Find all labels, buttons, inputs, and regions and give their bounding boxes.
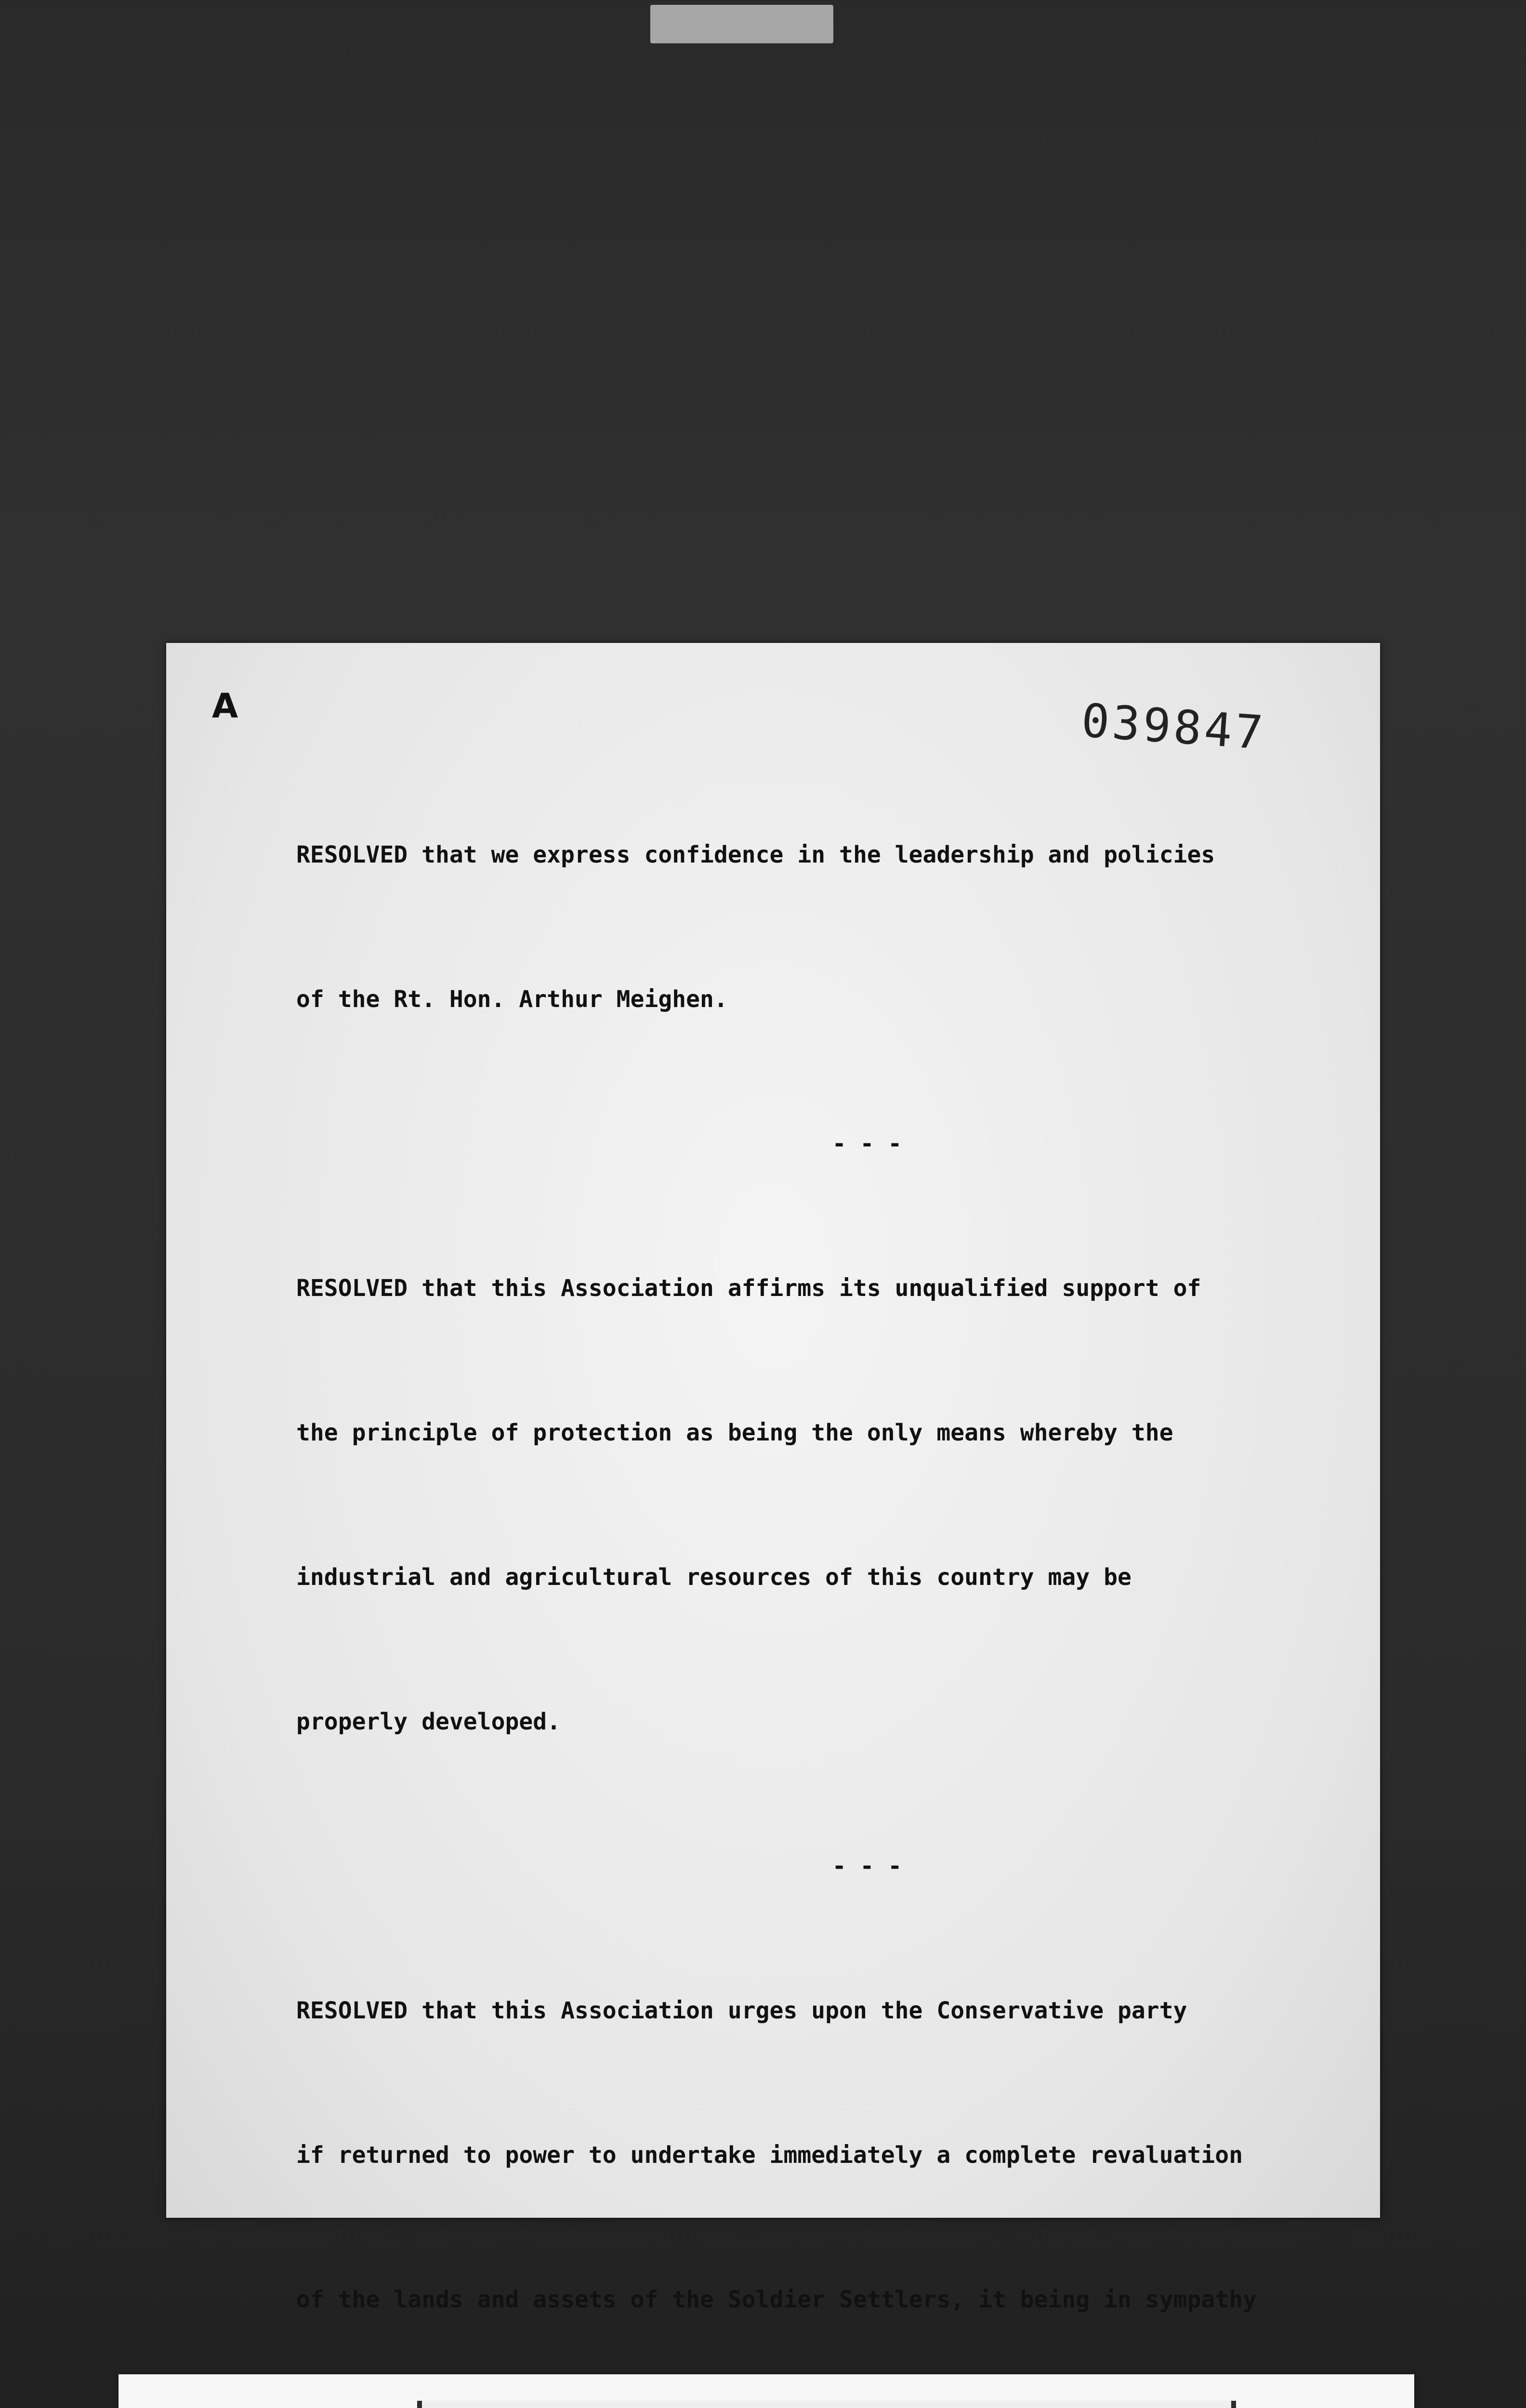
- text-line: if returned to power to undertake immediately a complete revaluation: [296, 2142, 1243, 2169]
- text-line: industrial and agricultural resources of this country may be: [296, 1564, 1131, 1591]
- document-number: 039847: [1079, 693, 1268, 760]
- series-label: [417, 2401, 1236, 2408]
- resolution-2: [296, 1168, 1375, 1842]
- top-clip: [650, 5, 833, 43]
- document-page: [166, 643, 1380, 2313]
- document-body: [296, 734, 1375, 2408]
- archives-card: [118, 2374, 1414, 2408]
- resolution-1: [296, 734, 1375, 1120]
- text-line: the principle of protection as being the only means whereby the: [296, 1419, 1173, 1446]
- text-line: RESOLVED that we express confidence in the leadership and policies: [296, 841, 1215, 868]
- text-line: RESOLVED that this Association urges upon the Conservative party: [296, 1997, 1187, 2024]
- text-line: of the Rt. Hon. Arthur Meighen.: [296, 986, 728, 1013]
- text-line: of the lands and assets of the Soldier Settlers, it being in sympathy: [296, 2286, 1257, 2313]
- text-line: RESOLVED that this Association affirms its unqualified support of: [296, 1275, 1201, 1302]
- separator: - - -: [832, 1130, 902, 1157]
- text-line: properly developed.: [296, 1708, 561, 1735]
- page-mark: A: [212, 686, 238, 726]
- resolution-3: [296, 1890, 1375, 2408]
- separator: - - -: [832, 1853, 902, 1880]
